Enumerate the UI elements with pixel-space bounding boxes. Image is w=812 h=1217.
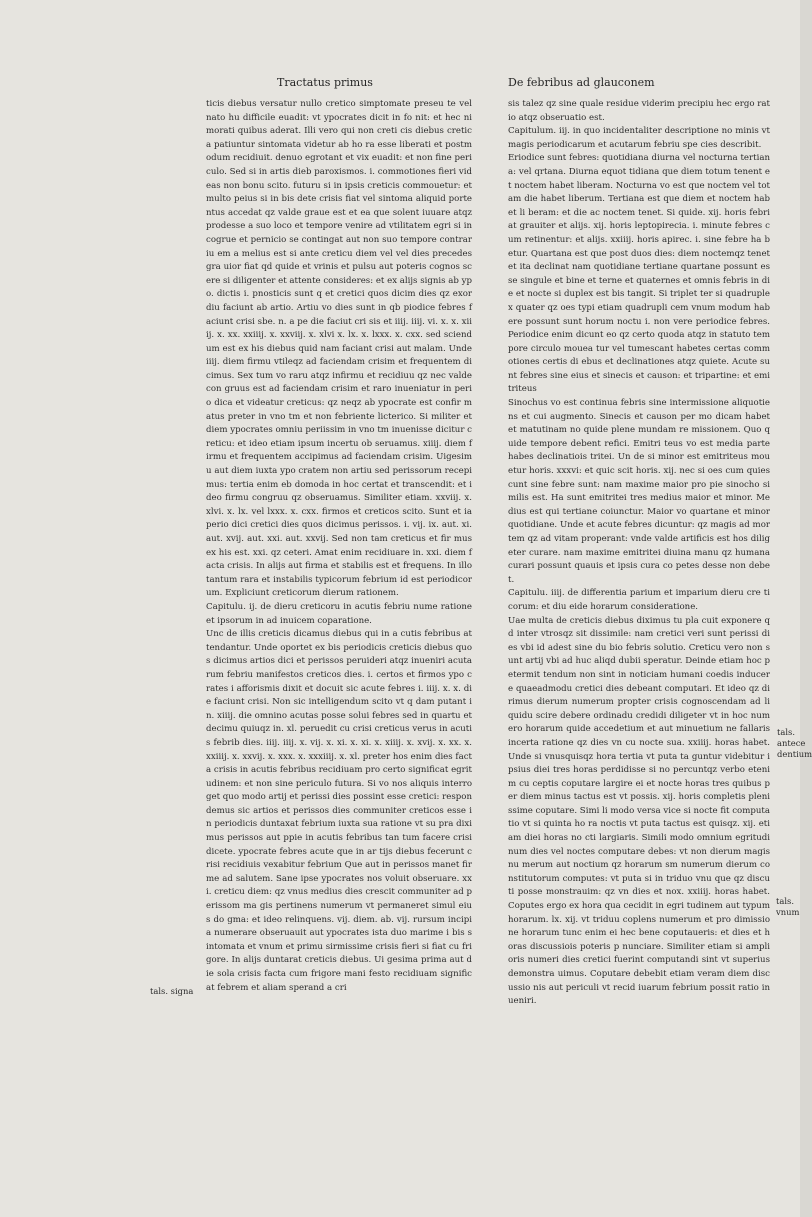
- running-head-left: Tractatus primus: [277, 76, 373, 89]
- paragraph: Eriodice sunt febres: quotidiana diurna vel nocturna tertiana: vel qrtana. Diurna equot tidiana que diem totum tenent et noctem habet liberam. Nocturna vo est que noctem vel totam die habet liberum. Tertiana est que diem et noctem habet li beram: et die ac noctem tenet. Si quide. xij. horis febri at grauiter et alijs. xij. horis leptopirecia. i. minute febres cum retinentur: et alijs. xxiiij. horis apirec. i. sine febre ha betur. Quartana est que post duos dies: diem noctemqz tenet et ita declinat nam quotidiane tertiane quartane possunt esse singule et bine et terne et quaternes et omnis febris in die et nocte si duplex est bis tangit. Si triplet ter si quadruplex quater qz oes typi etiam quadrupli cem vnum modum habere possunt sunt horum noctu i. non vere periodice febres. Periodice enim dicunt eo qz certo quoda atqz in statuto tempore circulo mouea tur vel tumescant habetes certas commotiones certis di ebus et declinationes atqz quiete. Acute sunt febres sine eius et sinecis et causon: et tripartine: et emitriteus: [508, 153, 770, 395]
- paragraph: Sinochus vo est continua febris sine intermissione aliquotiens et cui augmento. Sinecis et causon per mo dicam habet et matutinam no quide plene mundam re missionem. Quo quide tempore debent refici. Emitri teus vo est media parte habes declinatiois tritei. Un de si minor est emitriteus mouetur horis. xxxvi: et quic scit horis. xij. nec si oes cum quiescunt sine febre sunt: nam maxime maior pro pie sinocho similis est. Ha sunt emitritei tres medius maior et minor. Medius est qui tertiane coiunctur. Maior vo quartane et minor quotidiane. Unde et acute febres dicuntur: qz magis ad mortem qz ad vitam properant: vnde valde artificis est hos diligeter curare. nam maxime emitritei diuina manu qz humana curari possunt quauis et ipsis cura co petes desse non debet.: [508, 398, 770, 585]
- paragraph: Unc de illis creticis dicamus diebus qui in a cutis febribus attendantur. Unde oportet ex bis periodicis creticis diebus quos dicimus artios dici et perissos peruideri atqz inueniri acutarum febriu manifestos creticos dies. i. certos et firmos ypo crates i afforismis dixit et docuit sic acute febres i. iiij. x. x. die faciunt crisi. Non sic intelligendum scito vt q dam putant in. xiiij. die omnino acutas posse solui febres sed in quartu et decimu quiuqz in. xl. peruedit cu crisi creticus verus in acutis febrib dies. iiij. iiij. x. vij. x. xi. x. xi. x. xiiij. x. xvij. x. xx. x. xxiiij. x. xxvij. x. xxx. x. xxxiiij. x. xl. preter hos enim dies facta crisis in acutis febribus recidiuam pro certo significat egritudinem: et non sine periculo futura. Si vo nos aliquis interroget quo modo artij et perissi dies possint esse cretici: respondemus sic artios et perissos dies communiter creticos esse in periodicis duntaxat febrium iuxta sua ratione vt su pra diximus perissos aut ppie in acutis febribus tan tum facere crisi dicete. ypocrate febres acute que in ar tijs diebus fecerunt crisi recidiuis vexabitur febrium Que aut in perissos manet firme ad salutem. Sane ipse ypocrates nos voluit obseruare. xxi. creticu diem: qz vnus medius dies crescit communiter ad perissom ma gis pertinens numerum vt permaneret simul eius do gma: et ideo relinquens. vij. diem. ab. vij. rursum incipia numerare obseruauit aut ypocrates ista duo marime i bis sintomata et vnum et primu sirmissime crisis fieri si fiat cu frigore. In alijs duntarat creticis diebus. Ui gesima prima aut die sola crisis facta cum frigore mani festo recidiuam significat febrem et aliam sperand a cri: [206, 629, 472, 993]
- running-head-right: De febribus ad glauconem: [508, 76, 655, 89]
- margin-note: tals. antece dentium: [777, 727, 812, 759]
- right-text-column: [508, 98, 770, 1007]
- chapter-heading: Capitulu. iiij. de differentia parium et imparium dieru cre ticorum: et diu eide horarum consideratione.: [508, 588, 770, 612]
- paragraph: Uae multa de creticis diebus diximus tu pla cuit exponere qd inter vtrosqz sit dissimile: nam cretici veri sunt perissi dies vbi id adest sine du bio febris solutio. Creticu vero non sunt artij vbi ad huc aliqd dubii speratur. Deinde etiam hoc petermit tendum non sint in noticiam humani coedis inducere quaeadmodu cretici dies debeant computari. Et ideo qz di rimus dierum numerum propter crisis cognoscendam ad li quidu scire debere ordinadu credidi diligeter vt in hoc numero horarum quide accedetium et aut minuetium ne fallaris incerta ratione qz dies vn cu nocte sua. xxiiij. horas habet. Unde si vnusquisqz hora tertia vt puta ta guntur videbitur ipsius diei tres horas perdidisse si no percuntqz verbo etenim cu ceptis coputare largire ei et nocte horas tres quibus per diem minus tactus est vt possis. xij. horis completis plenissime coputare. Simi li modo versa vice si nocte fit computatio vt si quinta ho ra noctis vt puta tactus est quisqz. xij. etiam diei horas no cti largiaris. Simili modo omnium egritudinum dies vel noctes computare debes: vt non dierum magis nu merum aut noctium qz horarum sm numerum dierum constitutorum computes: vt puta si in triduo vnu que qz discuti posse monstrauim: qz vn dies et nox. xxiiij. horas habet. Coputes ergo ex hora qua cecidit in egri tudinem aut typum horarum. lx. xij. vt triduu coplens numerum et pro dimissione horarum tunc enim ei hec bene coputaueris: et dies et horas discussiois poteris p nunciare. Similiter etiam si amplioris numeri dies cretici fuerint computandi sint vt superius demonstra uimus. Coputare debebit etiam veram diem discussio nis aut periculi vt recid iuarum febrium possit ratio in ueniri.: [508, 615, 770, 1007]
- running-head: [0, 76, 800, 96]
- chapter-heading: Capitulu. ij. de dieru creticoru in acutis febriu nume ratione et ipsorum in ad inuicem coparatione.: [206, 601, 472, 626]
- left-text-column: [206, 98, 472, 1030]
- paragraph: sis talez qz sine quale residue viderim precipiu hec ergo ratio atqz obseruatio est.: [508, 99, 770, 123]
- margin-note: tals. vnum: [776, 896, 800, 917]
- paragraph: ticis diebus versatur nullo cretico simptomate preseu te vel nato hu difficile euadit: vt ypocrates dicit in fo nit: et hec nimorati quibus aderat. Illi vero qui non creti cis diebus cretica patiuntur sintomata videtur ab ho ra esse liberati et postmodum recidiuit. denuo egrotant et vix euadit: et non fine periculo. Sed si in artis dieb paroxismos. i. commotiones fieri videas non bonu scito. futuru si in ipsis creticis commouetur: et multo peius si in bis dete crisis fiat vel sintoma aliquid portentus accedat qz valde graue est et ea que solent iuuare atqz prodesse a suo loco et tempore venire ad vtilitatem egri si incogrue et pernicio se contingat aut non suo tempore contrariu em a melius est si ante creticu diem vel vel dies precedes gra uior fiat qd quide et vrinis et pulsu aut poteris cognos scere si diligenter et attente consideres: et ex alijs signis ab ypo. dictis i. pnosticis sunt q et cretici quos dicim dies qz exordiu faciunt ab artio. Artiu vo dies sunt in qb piodice febres faciunt crisi sbe. n. a pe die faciut cri sis et iiij. iiij. vi. x. x. xiiij. x. xx. xxiiij. x. xxviij. x. xlvi x. lx. x. lxxx. x. cxx. sed sciendum est ex his diebus quid nam faciant crisi aut malam. Unde iiij. diem firmu vtileqz ad faciendam crisim et frequentem dicimus. Sex tum vo raru atqz infirmu et recidiuu qz nec valde con gruus est ad faciendam crisim et raro inueniatur in perio dica et videatur creticus: qz neqz ab ypocrate est confir matus preter in vno tm et non febriente licterico. Si militer et diem ypocrates omniu periissim in vno tm inuenisse dicitur creticu: et ideo etiam ipsum incertu ob seruamus. xiiij. diem firmu et frequentem accipimus ad faciendam crisim. Uigesimu aut diem iuxta ypo cratem non artiu sed perissorum recepimus: tertia enim eb domoda in hoc certat et transcendit: et ideo firmu congruu qz obseruamus. Similiter etiam. xxviij. x. xlvi. x. lx. vel lxxx. x. cxx. firmos et creticos scito. Sunt et ia perio dici cretici dies quos dicimus perissos. i. vij. ix. aut. xi. aut. xvij. aut. xxi. aut. xxvij. Sed non tam creticus et fir mus ex his est. xxi. qz ceteri. Amat enim recidiuare in. xxi. diem facta crisis. In alijs aut firma et stabilis est et frequens. In illo tantum rara et instabilis typicorum febrium id est periodicorum. Expliciunt creticorum dierum rationem.: [206, 99, 472, 599]
- chapter-heading: Capitulum. iij. in quo incidentaliter descriptione no minis vt magis periodicarum et acutarum febriu spe cies describit.: [508, 126, 770, 150]
- margin-note: tals. signa: [150, 986, 194, 996]
